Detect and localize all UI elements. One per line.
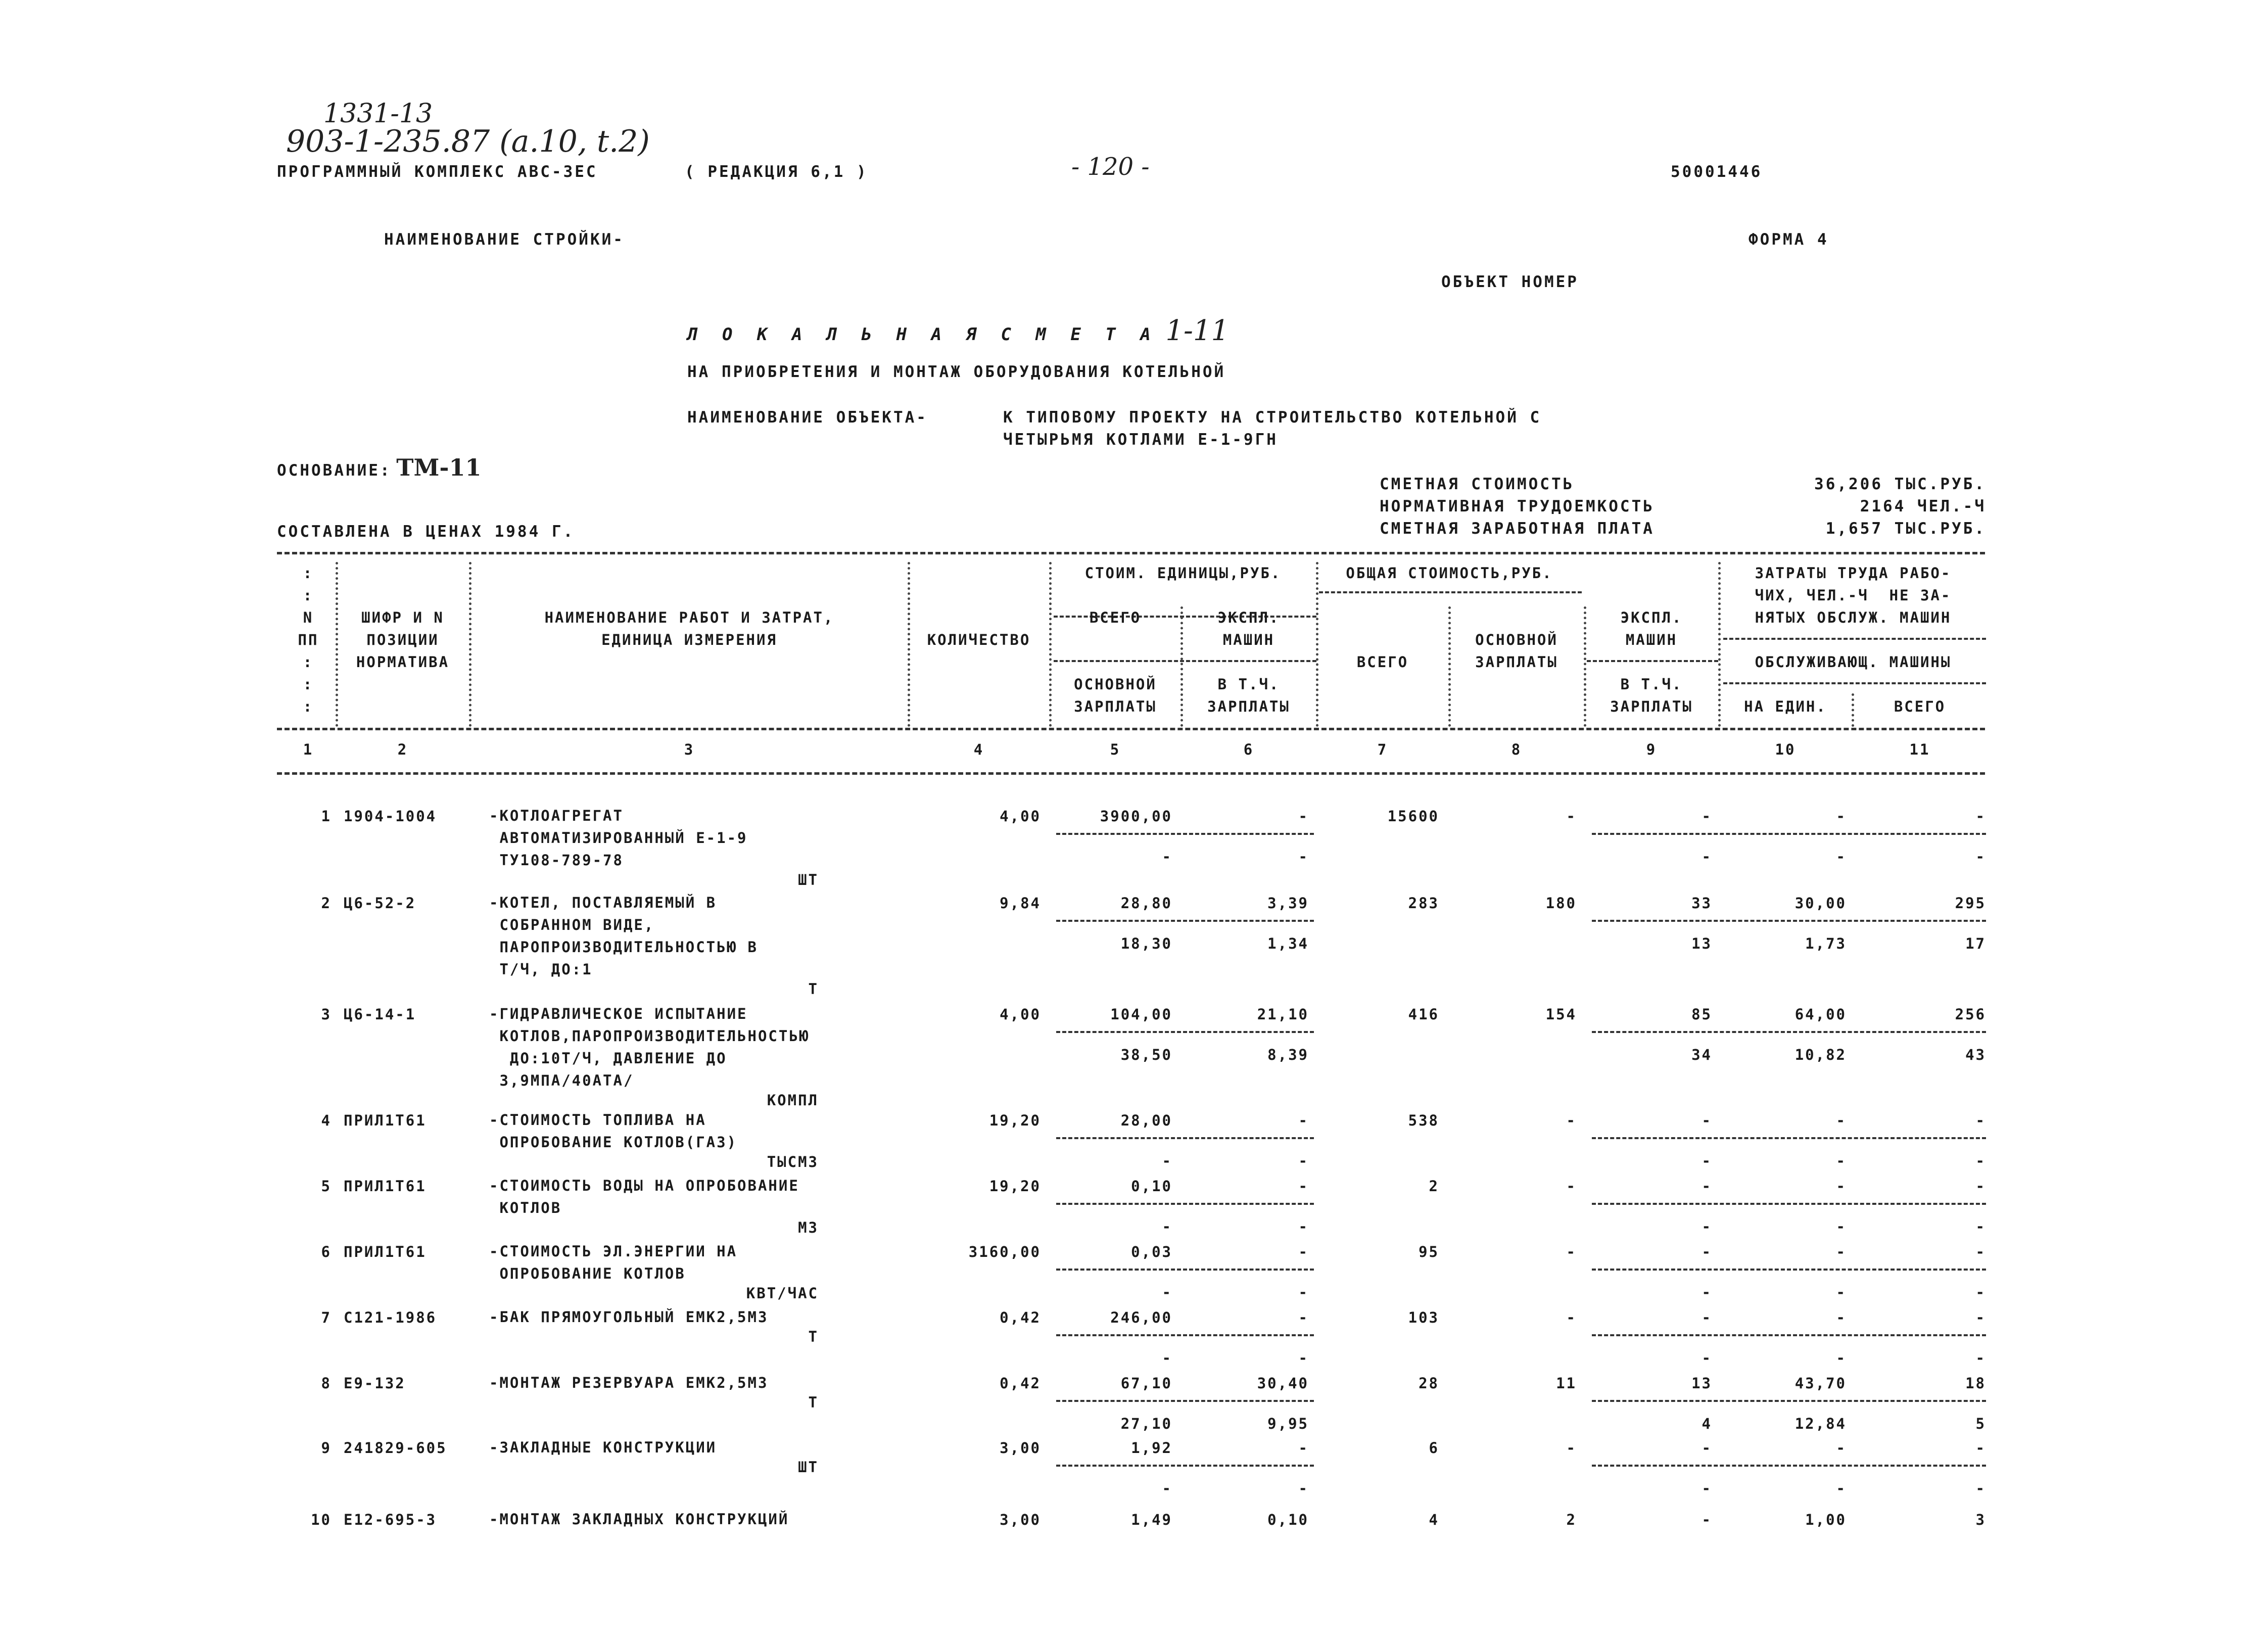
row-sub-rule-left <box>1056 1334 1314 1336</box>
row-unit-cost-salary: - <box>1162 848 1172 865</box>
header-sub-rule-5 <box>1723 638 1986 640</box>
row-number: 8 <box>321 1375 332 1392</box>
row-labor-unit: 1,00 <box>1805 1511 1847 1528</box>
row-number: 1 <box>321 808 332 825</box>
row-labor-unit-2: 10,82 <box>1794 1046 1847 1063</box>
summary-value-labor: 2164 ЧЕЛ.-Ч <box>1860 497 1986 515</box>
row-salary: - <box>1566 1309 1577 1326</box>
row-sub-rule-right <box>1592 1269 1986 1271</box>
row-code: ПРИЛ1Т61 <box>344 1112 427 1129</box>
col-header-6a: ЭКСПЛ. МАШИН <box>1217 609 1280 648</box>
row-qty: 0,42 <box>1000 1309 1041 1326</box>
row-salary: 11 <box>1556 1375 1577 1392</box>
col-header-5a: ВСЕГО <box>1089 609 1142 626</box>
row-unit-cost: 28,80 <box>1120 895 1172 912</box>
row-labor-total: 256 <box>1955 1006 1986 1023</box>
row-salary: 180 <box>1545 895 1577 912</box>
row-unit-cost-salary: 38,50 <box>1120 1046 1172 1063</box>
col-num-8: 8 <box>1511 741 1522 758</box>
row-unit-machines: 3,39 <box>1267 895 1309 912</box>
row-number: 5 <box>321 1178 332 1195</box>
document-code: 50001446 <box>1671 163 1763 181</box>
summary-label-cost: СМЕТНАЯ СТОИМОСТЬ <box>1380 475 1575 493</box>
row-labor-unit: 30,00 <box>1794 895 1847 912</box>
row-unit-cost: 3900,00 <box>1100 808 1172 825</box>
row-name: -КОТЛОАГРЕГАТ АВТОМАТИЗИРОВАННЫЙ Е-1-9 ТУ108-789-78 <box>489 807 748 869</box>
edition: ( РЕДАКЦИЯ 6,1 ) <box>685 163 868 181</box>
row-code: Ц6-14-1 <box>344 1006 416 1023</box>
row-number: 6 <box>321 1243 332 1260</box>
row-labor-total: - <box>1975 1112 1986 1129</box>
row-labor-unit: 64,00 <box>1794 1006 1847 1023</box>
row-labor-total-2: - <box>1975 1284 1986 1301</box>
row-salary: - <box>1566 1439 1577 1457</box>
row-unit-cost-salary: - <box>1162 1349 1172 1367</box>
row-unit-cost: 246,00 <box>1110 1309 1172 1326</box>
col-num-1: 1 <box>303 741 314 758</box>
row-unit-machines: - <box>1298 808 1309 825</box>
row-unit-cost: 1,49 <box>1131 1511 1172 1528</box>
row-salary: 154 <box>1545 1006 1577 1023</box>
row-labor-total-2: 17 <box>1965 935 1986 952</box>
row-qty: 3,00 <box>1000 1511 1041 1528</box>
row-machines-salary: - <box>1702 848 1712 865</box>
row-labor-unit-2: 1,73 <box>1805 935 1847 952</box>
col-sep-2 <box>469 562 471 727</box>
row-labor-unit-2: - <box>1836 848 1847 865</box>
row-qty: 9,84 <box>1000 895 1041 912</box>
row-machines-salary: 4 <box>1702 1415 1712 1432</box>
row-unit-cost-salary: - <box>1162 1218 1172 1235</box>
row-qty: 0,42 <box>1000 1375 1041 1392</box>
row-number: 10 <box>311 1511 332 1528</box>
row-unit-machines-salary: - <box>1298 1284 1309 1301</box>
col-header-3: НАИМЕНОВАНИЕ РАБОТ И ЗАТРАТ, ЕДИНИЦА ИЗМЕРЕНИЯ <box>544 609 834 648</box>
row-machines-salary: - <box>1702 1152 1712 1169</box>
row-unit: ШТ <box>798 871 819 888</box>
header-sub-rule-3 <box>1054 660 1316 662</box>
row-unit-machines: 30,40 <box>1257 1375 1309 1392</box>
row-name: -БАК ПРЯМОУГОЛЬНЫЙ ЕМК2,5М3 <box>489 1308 769 1326</box>
row-unit-cost: 28,00 <box>1120 1112 1172 1129</box>
estimate-title-row <box>687 314 1229 347</box>
row-sub-rule-left <box>1056 1269 1314 1271</box>
basis-row <box>277 454 482 481</box>
row-total: 2 <box>1429 1178 1439 1195</box>
row-unit-machines: 21,10 <box>1257 1006 1309 1023</box>
row-number: 3 <box>321 1006 332 1023</box>
row-total: 95 <box>1419 1243 1439 1260</box>
row-unit-cost: 104,00 <box>1110 1006 1172 1023</box>
row-qty: 3,00 <box>1000 1439 1041 1457</box>
row-sub-rule-right <box>1592 920 1986 922</box>
table-number-rule <box>277 772 1985 775</box>
row-unit-cost: 0,03 <box>1131 1243 1172 1260</box>
col-header-11: ВСЕГО <box>1894 698 1946 715</box>
row-unit: Т <box>808 1394 819 1411</box>
row-unit-cost: 67,10 <box>1120 1375 1172 1392</box>
row-labor-total: - <box>1975 1309 1986 1326</box>
row-unit-machines-salary: - <box>1298 1152 1309 1169</box>
col-header-labor: ЗАТРАТЫ ТРУДА РАБО- ЧИХ, ЧЕЛ.-Ч НЕ ЗА- НЯТЫХ ОБСЛУЖ. МАШИН <box>1755 565 1952 626</box>
row-qty: 19,20 <box>989 1178 1041 1195</box>
row-machines-salary: 34 <box>1691 1046 1712 1063</box>
row-labor-unit-2: - <box>1836 1480 1847 1497</box>
construction-name-label: НАИМЕНОВАНИЕ СТРОЙКИ- <box>384 230 625 249</box>
row-unit-machines-salary: 8,39 <box>1267 1046 1309 1063</box>
row-machines-salary: - <box>1702 1218 1712 1235</box>
row-sub-rule-left <box>1056 833 1314 835</box>
col-header-4: КОЛИЧЕСТВО <box>927 631 1031 648</box>
row-total: 103 <box>1408 1309 1439 1326</box>
row-unit-machines: - <box>1298 1178 1309 1195</box>
header-sub-rule-2 <box>1319 591 1582 593</box>
row-machines: - <box>1702 1511 1712 1528</box>
summary-value-salary: 1,657 ТЫС.РУБ. <box>1825 520 1986 538</box>
row-total: 4 <box>1429 1511 1439 1528</box>
row-total: 6 <box>1429 1439 1439 1457</box>
col-num-6: 6 <box>1243 741 1254 758</box>
row-salary: - <box>1566 1243 1577 1260</box>
row-number: 4 <box>321 1112 332 1129</box>
header-sub-rule-4 <box>1587 660 1718 662</box>
row-labor-unit-2: - <box>1836 1284 1847 1301</box>
row-unit-machines-salary: - <box>1298 1218 1309 1235</box>
row-labor-total-2: - <box>1975 1480 1986 1497</box>
row-code: ПРИЛ1Т61 <box>344 1178 427 1195</box>
handwritten-project-code: 903-1-235.87 (a.10, t.2) <box>286 124 650 159</box>
col-header-9a: ЭКСПЛ. МАШИН <box>1620 609 1683 648</box>
row-labor-unit: - <box>1836 1112 1847 1129</box>
col-header-7: ВСЕГО <box>1356 653 1409 671</box>
row-unit-machines-salary: - <box>1298 1349 1309 1367</box>
summary-label-salary: СМЕТНАЯ ЗАРАБОТНАЯ ПЛАТА <box>1380 520 1655 538</box>
row-machines: - <box>1702 808 1712 825</box>
row-salary: 2 <box>1566 1511 1577 1528</box>
row-machines-salary: - <box>1702 1284 1712 1301</box>
row-sub-rule-left <box>1056 1400 1314 1402</box>
row-unit: Т <box>808 1328 819 1345</box>
row-labor-total: - <box>1975 1439 1986 1457</box>
basis-label: ОСНОВАНИЕ: <box>277 461 392 480</box>
row-machines: 33 <box>1691 895 1712 912</box>
header-sub-rule-6 <box>1723 682 1986 684</box>
row-qty: 4,00 <box>1000 808 1041 825</box>
row-name: -КОТЕЛ, ПОСТАВЛЯЕМЫЙ В СОБРАННОМ ВИДЕ, ПАРОПРОИЗВОДИТЕЛЬНОСТЬЮ В Т/Ч, ДО:1 <box>489 894 758 978</box>
row-sub-rule-right <box>1592 1137 1986 1139</box>
row-name: -ГИДРАВЛИЧЕСКОЕ ИСПЫТАНИЕ КОТЛОВ,ПАРОПРОИЗВОДИТЕЛЬНОСТЬЮ ДО:10Т/Ч, ДАВЛЕНИЕ ДО 3,9МПА/40АТА/ <box>489 1005 810 1089</box>
row-unit-machines-salary: 1,34 <box>1267 935 1309 952</box>
table-top-rule <box>277 552 1985 554</box>
row-unit: ТЫСМ3 <box>767 1153 819 1170</box>
col-num-4: 4 <box>973 741 984 758</box>
row-salary: - <box>1566 808 1577 825</box>
col-header-6b: В Т.Ч. ЗАРПЛАТЫ <box>1207 676 1290 715</box>
estimate-number: 1-11 <box>1165 314 1230 347</box>
row-unit: КОМПЛ <box>767 1092 819 1109</box>
row-unit: КВТ/ЧАС <box>746 1285 819 1302</box>
row-qty: 3160,00 <box>968 1243 1041 1260</box>
page-number: - 120 - <box>1071 153 1150 181</box>
row-labor-unit-2: 12,84 <box>1794 1415 1847 1432</box>
row-unit-cost-salary: - <box>1162 1152 1172 1169</box>
row-unit-machines: 0,10 <box>1267 1511 1309 1528</box>
row-unit: М3 <box>798 1219 819 1236</box>
summary-label-labor: НОРМАТИВНАЯ ТРУДОЕМКОСТЬ <box>1380 497 1655 515</box>
row-salary: - <box>1566 1112 1577 1129</box>
row-unit-machines-salary: - <box>1298 1480 1309 1497</box>
row-machines-salary: 13 <box>1691 935 1712 952</box>
row-labor-unit-2: - <box>1836 1152 1847 1169</box>
row-code: ПРИЛ1Т61 <box>344 1243 427 1260</box>
row-labor-total-2: 43 <box>1965 1046 1986 1063</box>
table-header-rule <box>277 728 1985 730</box>
col-num-7: 7 <box>1377 741 1388 758</box>
row-labor-unit: - <box>1836 1243 1847 1260</box>
row-code: 1904-1004 <box>344 808 437 825</box>
col-header-10: НА ЕДИН. <box>1744 698 1827 715</box>
row-unit-cost-salary: - <box>1162 1284 1172 1301</box>
row-labor-unit: 43,70 <box>1794 1375 1847 1392</box>
row-unit-cost-salary: 18,30 <box>1120 935 1172 952</box>
basis-code: ТМ-11 <box>396 454 482 481</box>
row-sub-rule-left <box>1056 1203 1314 1205</box>
row-machines-salary: - <box>1702 1480 1712 1497</box>
prices-basis: СОСТАВЛЕНА В ЦЕНАХ 1984 Г. <box>277 523 575 541</box>
row-total: 283 <box>1408 895 1439 912</box>
row-labor-unit: - <box>1836 1439 1847 1457</box>
row-machines: 85 <box>1691 1006 1712 1023</box>
row-unit-machines: - <box>1298 1439 1309 1457</box>
col-header-8: ОСНОВНОЙ ЗАРПЛАТЫ <box>1475 631 1558 671</box>
row-unit-machines: - <box>1298 1309 1309 1326</box>
row-sub-rule-right <box>1592 1400 1986 1402</box>
row-unit-cost: 1,92 <box>1131 1439 1172 1457</box>
row-sub-rule-left <box>1056 1465 1314 1467</box>
row-unit: ШТ <box>798 1459 819 1476</box>
col-header-unit-cost: СТОИМ. ЕДИНИЦЫ,РУБ. <box>1084 565 1282 582</box>
row-sub-rule-left <box>1056 1137 1314 1139</box>
row-total: 28 <box>1419 1375 1439 1392</box>
row-total: 15600 <box>1387 808 1439 825</box>
row-sub-rule-right <box>1592 1465 1986 1467</box>
row-number: 7 <box>321 1309 332 1326</box>
object-name-line-1: К ТИПОВОМУ ПРОЕКТУ НА СТРОИТЕЛЬСТВО КОТЕЛЬНОЙ С <box>1003 408 1542 427</box>
row-qty: 19,20 <box>989 1112 1041 1129</box>
row-sub-rule-right <box>1592 1203 1986 1205</box>
row-code: Ц6-52-2 <box>344 895 416 912</box>
row-machines: - <box>1702 1112 1712 1129</box>
program-name: ПРОГРАММНЫЙ КОМПЛЕКС АВС-3ЕС <box>277 163 598 181</box>
row-labor-total-2: - <box>1975 848 1986 865</box>
row-labor-total: - <box>1975 1178 1986 1195</box>
row-labor-total: - <box>1975 1243 1986 1260</box>
row-total: 416 <box>1408 1006 1439 1023</box>
col-num-2: 2 <box>397 741 408 758</box>
row-labor-total-2: 5 <box>1975 1415 1986 1432</box>
summary-value-cost: 36,206 ТЫС.РУБ. <box>1814 475 1986 493</box>
row-name: -СТОИМОСТЬ ВОДЫ НА ОПРОБОВАНИЕ КОТЛОВ <box>489 1177 799 1216</box>
row-sub-rule-right <box>1592 1334 1986 1336</box>
row-qty: 4,00 <box>1000 1006 1041 1023</box>
row-labor-unit-2: - <box>1836 1349 1847 1367</box>
row-salary: - <box>1566 1178 1577 1195</box>
row-machines: - <box>1702 1243 1712 1260</box>
row-unit: Т <box>808 980 819 998</box>
row-labor-unit: - <box>1836 1309 1847 1326</box>
row-number: 2 <box>321 895 332 912</box>
row-unit-machines-salary: - <box>1298 848 1309 865</box>
row-unit-cost: 0,10 <box>1131 1178 1172 1195</box>
row-unit-cost-salary: 27,10 <box>1120 1415 1172 1432</box>
row-code: С121-1986 <box>344 1309 437 1326</box>
row-machines-salary: - <box>1702 1349 1712 1367</box>
col-num-9: 9 <box>1646 741 1657 758</box>
row-unit-machines: - <box>1298 1112 1309 1129</box>
row-unit-cost-salary: - <box>1162 1480 1172 1497</box>
col-num-3: 3 <box>684 741 695 758</box>
row-number: 9 <box>321 1439 332 1457</box>
row-name: -СТОИМОСТЬ ТОПЛИВА НА ОПРОБОВАНИЕ КОТЛОВ(ГАЗ) <box>489 1111 738 1151</box>
col-header-labor-2: ОБСЛУЖИВАЮЩ. МАШИНЫ <box>1755 653 1952 671</box>
row-name: -ЗАКЛАДНЫЕ КОНСТРУКЦИИ <box>489 1439 717 1456</box>
row-name: -СТОИМОСТЬ ЭЛ.ЭНЕРГИИ НА ОПРОБОВАНИЕ КОТЛОВ <box>489 1243 738 1282</box>
row-labor-total: 3 <box>1975 1511 1986 1528</box>
col-num-10: 10 <box>1775 741 1796 758</box>
row-sub-rule-left <box>1056 920 1314 922</box>
row-labor-unit: - <box>1836 1178 1847 1195</box>
row-machines: - <box>1702 1309 1712 1326</box>
row-code: Е12-695-3 <box>344 1511 437 1528</box>
handwritten-archive-number: 1331-13 <box>323 99 433 129</box>
row-labor-total-2: - <box>1975 1218 1986 1235</box>
row-name: -МОНТАЖ РЕЗЕРВУАРА ЕМК2,5М3 <box>489 1374 769 1391</box>
object-number-label: ОБЪЕКТ НОМЕР <box>1441 273 1579 291</box>
col-sep-6 <box>1316 562 1318 727</box>
col-header-1: : : N ПП : : : <box>298 565 319 715</box>
row-unit-machines-salary: 9,95 <box>1267 1415 1309 1432</box>
col-header-5b: ОСНОВНОЙ ЗАРПЛАТЫ <box>1074 676 1157 715</box>
row-labor-total: 18 <box>1965 1375 1986 1392</box>
estimate-purpose: НА ПРИОБРЕТЕНИЯ И МОНТАЖ ОБОРУДОВАНИЯ КОТЕЛЬНОЙ <box>687 363 1226 381</box>
row-sub-rule-right <box>1592 833 1986 835</box>
row-labor-unit: - <box>1836 808 1847 825</box>
row-labor-total: - <box>1975 808 1986 825</box>
row-machines: 13 <box>1691 1375 1712 1392</box>
col-num-5: 5 <box>1110 741 1121 758</box>
row-code: Е9-132 <box>344 1375 406 1392</box>
row-code: 241829-605 <box>344 1439 447 1457</box>
object-name-line-2: ЧЕТЫРЬМЯ КОТЛАМИ Е-1-9ГН <box>1003 431 1278 449</box>
row-unit-machines: - <box>1298 1243 1309 1260</box>
row-labor-total-2: - <box>1975 1152 1986 1169</box>
row-sub-rule-right <box>1592 1031 1986 1033</box>
row-name: -МОНТАЖ ЗАКЛАДНЫХ КОНСТРУКЦИЙ <box>489 1511 789 1528</box>
row-machines: - <box>1702 1178 1712 1195</box>
row-labor-unit-2: - <box>1836 1218 1847 1235</box>
col-header-total-cost: ОБЩАЯ СТОИМОСТЬ,РУБ. <box>1346 565 1553 582</box>
row-labor-total-2: - <box>1975 1349 1986 1367</box>
row-labor-total: 295 <box>1955 895 1986 912</box>
col-header-2: ШИФР И N ПОЗИЦИИ НОРМАТИВА <box>356 609 450 671</box>
row-total: 538 <box>1408 1112 1439 1129</box>
col-num-11: 11 <box>1909 741 1930 758</box>
row-machines: - <box>1702 1439 1712 1457</box>
row-sub-rule-left <box>1056 1031 1314 1033</box>
col-header-9b: В Т.Ч. ЗАРПЛАТЫ <box>1610 676 1693 715</box>
form-label: ФОРМА 4 <box>1749 230 1829 249</box>
object-label: НАИМЕНОВАНИЕ ОБЪЕКТА- <box>687 408 928 427</box>
estimate-title: Л О К А Л Ь Н А Я С М Е Т А <box>687 324 1158 345</box>
